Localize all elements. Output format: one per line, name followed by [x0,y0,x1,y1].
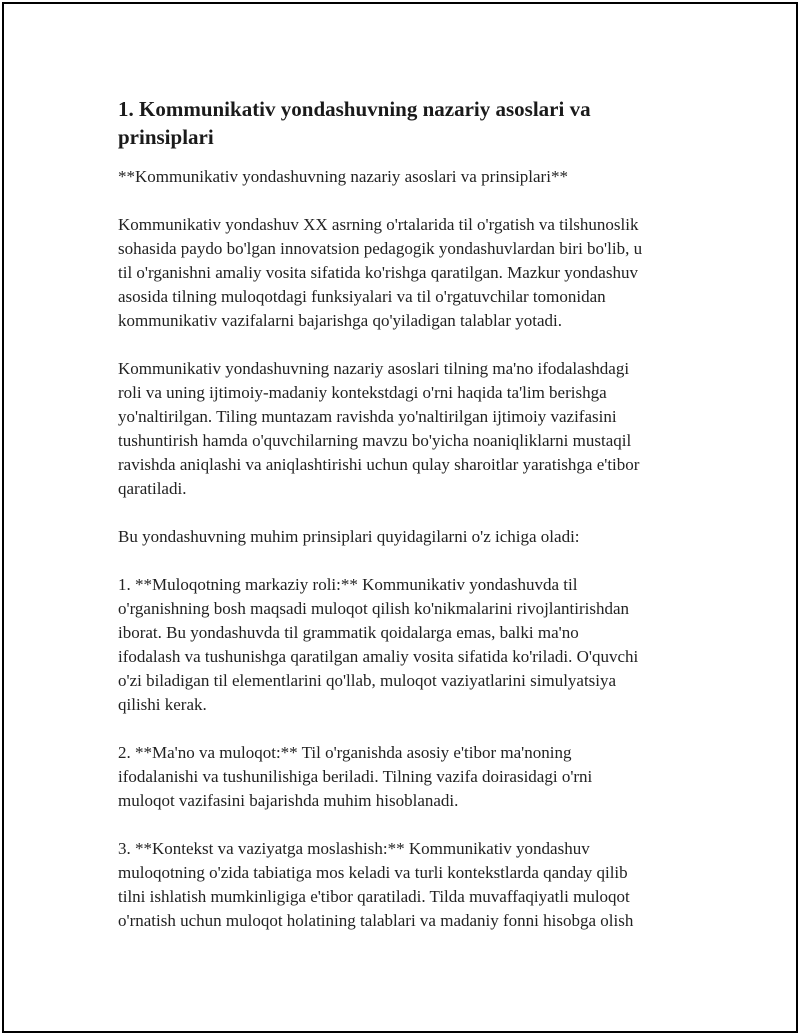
intro-paragraph: Kommunikativ yondashuv XX asrning o'rtalarida til o'rgatish va tilshunoslik sohasida paydo bo'lgan innovatsion pedagogik yondashuvlardan biri bo'lib, u til o'rganishni amaliy vosita sifatida ko'rishga qaratilgan. Mazkur yondashuv asosida tilning muloqotdagi funksiyalari va til o'rgatuvchilar tomonidan kommunikativ vazifalarni bajarishga qo'yiladigan talablar yotadi. [118,215,643,330]
theory-paragraph: Kommunikativ yondashuvning nazariy asoslari tilning ma'no ifodalashdagi roli va uning ijtimoiy-madaniy kontekstdagi o'rni haqida ta'lim berishga yo'naltirilgan. Tiling muntazam ravishda yo'naltirilgan ijtimoiy vazifasini tushuntirish hamda o'quvchilarning mavzu bo'yicha noaniqliklarni mustaqil ravishda aniqlashi va aniqlashtirishi uchun qulay sharoitlar yaratishga e'tibor qaratiladi. [118,359,640,498]
document-body [118,95,688,957]
bold-title-paragraph: **Kommunikativ yondashuvning nazariy asoslari va prinsiplari** [118,167,568,186]
principle-3-paragraph: 3. **Kontekst va vaziyatga moslashish:** Kommunikativ yondashuv muloqotning o'zida tabiatiga mos keladi va turli kontekstlarda qanday qilib tilni ishlatish mumkinligiga e'tibor qaratiladi. Tilda muvaffaqiyatli muloqot o'rnatish uchun muloqot holatining talablari va madaniy fonni hisobga olish [118,839,634,930]
principle-1-paragraph: 1. **Muloqotning markaziy roli:** Kommunikativ yondashuvda til o'rganishning bosh maqsadi muloqot qilish ko'nikmalarini rivojlantirishdan iborat. Bu yondashuvda til grammatik qoidalarga emas, balki ma'no ifodalash va tushunishga qaratilgan amaliy vosita sifatida ko'riladi. O'quvchi o'zi biladigan til elementlarini qo'llab, muloqot vaziyatlarini simulyatsiya qilishi kerak. [118,575,639,714]
section-heading: 1. Kommunikativ yondashuvning nazariy asoslari va prinsiplari [118,97,591,149]
principle-2-paragraph: 2. **Ma'no va muloqot:** Til o'rganishda asosiy e'tibor ma'noning ifodalanishi va tushunilishiga beriladi. Tilning vazifa doirasidagi o'rni muloqot vazifasini bajarishda muhim hisoblanadi. [118,743,593,810]
principles-intro-paragraph: Bu yondashuvning muhim prinsiplari quyidagilarni o'z ichiga oladi: [118,527,580,546]
